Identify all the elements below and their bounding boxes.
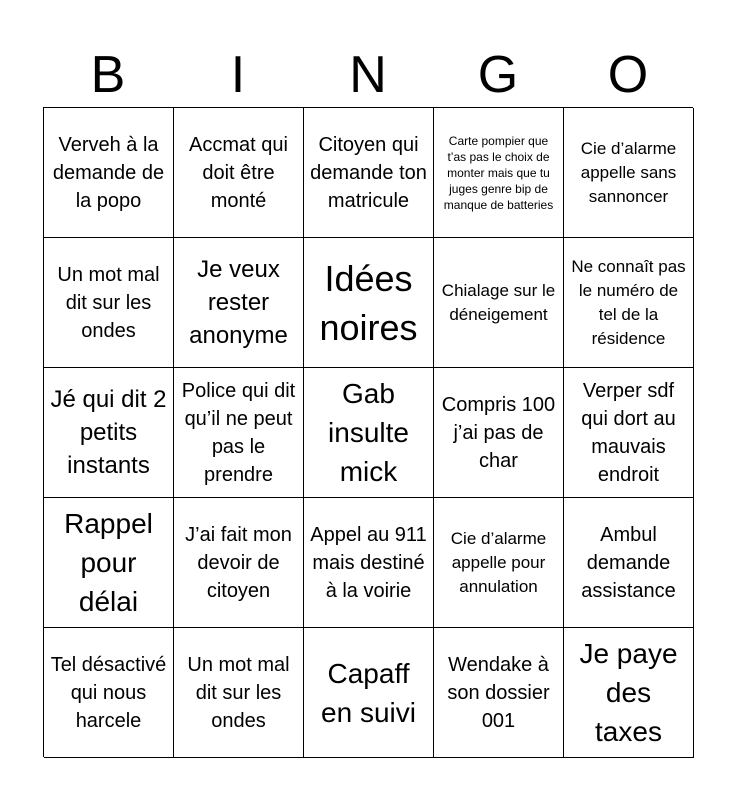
header-letter-b: B bbox=[90, 46, 126, 104]
cell-text: Un mot mal dit sur les ondes bbox=[187, 653, 290, 732]
bingo-cell[interactable] bbox=[564, 368, 694, 498]
bingo-cell[interactable] bbox=[434, 498, 564, 628]
cell-text: Capaff en suivi bbox=[321, 657, 416, 728]
bingo-cell[interactable] bbox=[304, 368, 434, 498]
bingo-cell[interactable] bbox=[44, 368, 174, 498]
header-letter-o: O bbox=[607, 46, 649, 104]
bingo-cell[interactable] bbox=[434, 628, 564, 758]
bingo-cell[interactable] bbox=[44, 108, 174, 238]
header-letter-n: N bbox=[349, 46, 387, 104]
cell-text: Wendake à son dossier 001 bbox=[447, 653, 550, 732]
bingo-cell[interactable] bbox=[44, 628, 174, 758]
cell-text: Je veux rester anonyme bbox=[189, 256, 288, 349]
cell-text: Compris 100 j’ai pas de char bbox=[441, 393, 556, 472]
cell-text: Appel au 911 mais destiné à la voirie bbox=[310, 523, 427, 602]
bingo-cell[interactable] bbox=[434, 238, 564, 368]
bingo-cell[interactable] bbox=[434, 368, 564, 498]
bingo-cell[interactable] bbox=[304, 498, 434, 628]
cell-text: Cie d’alarme appelle pour annulation bbox=[450, 528, 547, 596]
bingo-cell[interactable] bbox=[564, 628, 694, 758]
cell-text: Cie d’alarme appelle sans sannoncer bbox=[580, 138, 677, 206]
bingo-cell[interactable] bbox=[564, 108, 694, 238]
cell-text: Police qui dit qu’il ne peut pas le prendre bbox=[181, 379, 296, 486]
cell-text: Chialage sur le déneigement bbox=[441, 280, 556, 324]
cell-text: Un mot mal dit sur les ondes bbox=[57, 263, 160, 342]
bingo-cell[interactable] bbox=[434, 108, 564, 238]
bingo-grid bbox=[43, 107, 693, 757]
cell-text: Ne connaît pas le numéro de tel de la résidence bbox=[571, 256, 686, 348]
cell-text: Rappel pour délai bbox=[64, 508, 153, 617]
cell-text: J’ai fait mon devoir de citoyen bbox=[185, 523, 292, 602]
cell-text: Carte pompier que t’as pas le choix de monter mais que tu juges genre bip de manque de batteries bbox=[443, 133, 554, 212]
bingo-cell[interactable] bbox=[564, 498, 694, 628]
bingo-cell[interactable] bbox=[174, 368, 304, 498]
bingo-cell[interactable] bbox=[564, 238, 694, 368]
bingo-cell[interactable] bbox=[304, 108, 434, 238]
bingo-cell[interactable] bbox=[304, 628, 434, 758]
cell-text: Je paye des taxes bbox=[579, 638, 678, 747]
bingo-cell[interactable] bbox=[174, 628, 304, 758]
bingo-cell[interactable] bbox=[44, 238, 174, 368]
cell-text: Verper sdf qui dort au mauvais endroit bbox=[581, 379, 676, 486]
cell-text: Gab insulte mick bbox=[328, 378, 409, 487]
bingo-cell[interactable] bbox=[174, 108, 304, 238]
bingo-cell[interactable] bbox=[174, 238, 304, 368]
bingo-cell[interactable] bbox=[304, 238, 434, 368]
cell-text: Ambul demande assistance bbox=[581, 523, 676, 602]
cell-text: Citoyen qui demande ton matricule bbox=[310, 133, 427, 212]
cell-text: Verveh à la demande de la popo bbox=[52, 133, 165, 212]
header-letter-i: I bbox=[230, 46, 246, 104]
bingo-header bbox=[43, 44, 693, 106]
cell-text: Accmat qui doit être monté bbox=[189, 133, 288, 212]
cell-text: Jé qui dit 2 petits instants bbox=[50, 386, 167, 479]
cell-text: Tel désactivé qui nous harcele bbox=[50, 653, 167, 732]
header-letter-g: G bbox=[477, 46, 519, 104]
bingo-cell[interactable] bbox=[174, 498, 304, 628]
bingo-cell[interactable] bbox=[44, 498, 174, 628]
cell-text: Idées noires bbox=[319, 257, 418, 348]
